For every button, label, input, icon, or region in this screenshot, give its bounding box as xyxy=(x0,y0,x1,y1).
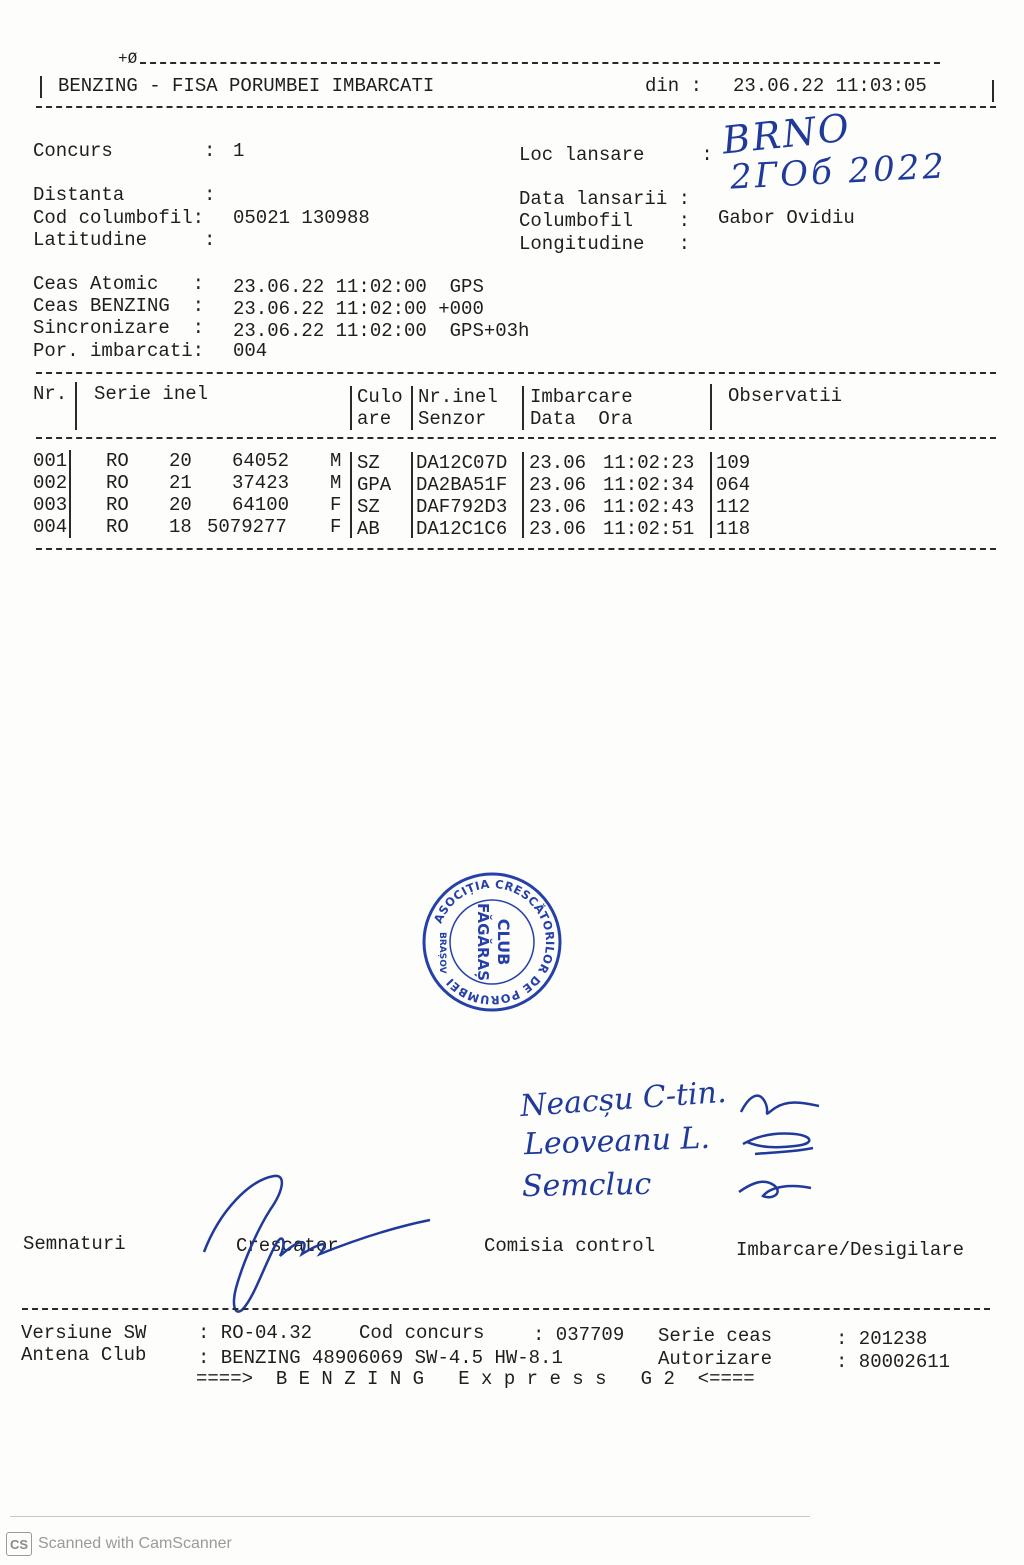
stamp-side-text: BRAȘOV xyxy=(437,932,447,974)
row-1-country: RO xyxy=(106,450,129,472)
row-3-ring: 64100 xyxy=(232,494,290,516)
cod-concurs-value: : 037709 xyxy=(533,1324,625,1346)
col-header-culoare-2: are xyxy=(357,408,392,430)
cod-columbofil-value: 05021 130988 xyxy=(233,207,370,229)
camscanner-logo-icon: CS xyxy=(6,1532,32,1556)
autorizare-label: Autorizare xyxy=(658,1348,773,1370)
row-3-sensor: DAF792D3 xyxy=(416,496,508,518)
header-top-divider xyxy=(140,62,940,64)
table-top-divider xyxy=(36,372,996,374)
row-2-sex: M xyxy=(330,472,342,494)
col-header-nr-inel-1: Nr.inel xyxy=(418,386,498,408)
row-1-time: 11:02:23 xyxy=(603,452,695,474)
porumbei-imbarcati-label: Por. imbarcati: xyxy=(33,340,205,362)
header-col-sep xyxy=(411,386,413,430)
serie-ceas-value: : 201238 xyxy=(836,1328,928,1350)
row-1-date: 23.06 xyxy=(529,452,587,474)
handwritten-release-date: 2ГОб 2022 xyxy=(729,146,949,198)
document-title: BENZING - FISA PORUMBEI IMBARCATI xyxy=(58,75,435,97)
col-header-nr: Nr. xyxy=(33,383,68,405)
row-3-sex: F xyxy=(330,494,342,516)
loc-lansare-label: Loc lansare : xyxy=(519,144,713,166)
distanta-label: Distanta : xyxy=(33,184,216,206)
row-1-obs: 109 xyxy=(716,452,751,474)
din-label: din : xyxy=(645,75,703,97)
row-3-year: 20 xyxy=(169,494,192,516)
handwritten-name-2: Leoveanu L. xyxy=(523,1120,711,1163)
columbofil-label: Columbofil : xyxy=(519,210,691,232)
table-header-divider xyxy=(36,437,996,439)
scan-edge-line xyxy=(10,1516,810,1517)
concurs-value: 1 xyxy=(233,140,245,162)
body-col-sep xyxy=(522,452,524,538)
columbofil-value: Gabor Ovidiu xyxy=(718,207,855,229)
handwritten-name-1: Neacșu C-tin. xyxy=(519,1074,728,1125)
handwritten-name-3: Semcluc xyxy=(521,1166,652,1205)
row-4-country: RO xyxy=(106,516,129,538)
row-1-ring: 64052 xyxy=(232,450,290,472)
header-col-sep xyxy=(75,382,77,430)
header-right-bar xyxy=(992,80,994,102)
comisia-control-label: Comisia control xyxy=(484,1235,656,1257)
row-4-nr: 004 xyxy=(33,516,68,538)
data-lansarii-label: Data lansarii : xyxy=(519,188,691,210)
col-header-imbarcare-1: Imbarcare xyxy=(530,386,633,408)
club-stamp-seal xyxy=(420,868,564,1016)
body-col-sep xyxy=(69,450,71,538)
row-4-date: 23.06 xyxy=(529,518,587,540)
handwritten-release-location: BRNO xyxy=(720,105,853,163)
footer-divider xyxy=(22,1308,990,1310)
header-mark: +Ø xyxy=(118,50,138,68)
ceas-benzing-label: Ceas BENZING : xyxy=(33,295,205,317)
row-1-nr: 001 xyxy=(33,450,68,472)
row-2-color: GPA xyxy=(357,474,392,496)
row-3-date: 23.06 xyxy=(529,496,587,518)
ceas-atomic-value: 23.06.22 11:02:00 GPS xyxy=(233,276,484,298)
table-bottom-divider xyxy=(36,548,996,550)
commission-initials-signatures xyxy=(735,1082,835,1212)
cod-concurs-label: Cod concurs xyxy=(359,1322,485,1344)
stamp-center-line1: CLUB xyxy=(494,918,513,966)
body-col-sep xyxy=(411,452,413,538)
antena-club-label: Antena Club xyxy=(21,1344,147,1366)
crescator-label: Crescator xyxy=(236,1235,339,1257)
row-2-ring: 37423 xyxy=(232,472,290,494)
din-value: 23.06.22 11:03:05 xyxy=(733,75,927,97)
row-2-date: 23.06 xyxy=(529,474,587,496)
header-bottom-divider xyxy=(36,106,996,108)
row-4-sensor: DA12C1C6 xyxy=(416,518,508,540)
cod-columbofil-label: Cod columbofil: xyxy=(33,207,205,229)
col-header-nr-inel-2: Senzor xyxy=(418,408,487,430)
row-3-country: RO xyxy=(106,494,129,516)
col-header-imbarcare-2: Data Ora xyxy=(530,408,633,430)
stamp-arc-text: ASOCIȚIA CRESCĂTORILOR DE PORUMBEI xyxy=(430,876,558,1008)
ceas-atomic-label: Ceas Atomic : xyxy=(33,273,205,295)
longitudine-label: Longitudine : xyxy=(519,233,691,255)
col-header-serie-inel: Serie inel xyxy=(94,383,209,405)
versiune-sw-label: Versiune SW xyxy=(21,1322,147,1344)
semnaturi-label: Semnaturi xyxy=(23,1233,126,1255)
imbarcare-desigilare-label: Imbarcare/Desigilare xyxy=(736,1239,965,1261)
row-2-nr: 002 xyxy=(33,472,68,494)
row-4-time: 11:02:51 xyxy=(603,518,695,540)
body-col-sep xyxy=(350,452,352,538)
row-3-nr: 003 xyxy=(33,494,68,516)
antena-club-value: : BENZING 48906069 SW-4.5 HW-8.1 xyxy=(198,1347,563,1369)
col-header-observatii: Observatii xyxy=(728,385,843,407)
row-4-sex: F xyxy=(330,516,342,538)
row-4-ring: 5079277 xyxy=(207,516,287,538)
row-2-sensor: DA2BA51F xyxy=(416,474,508,496)
camscanner-text: Scanned with CamScanner xyxy=(38,1535,232,1552)
row-3-color: SZ xyxy=(357,496,380,518)
row-4-color: AB xyxy=(357,518,380,540)
row-1-year: 20 xyxy=(169,450,192,472)
row-4-obs: 118 xyxy=(716,518,751,540)
stamp-center-line2: FĂGĂRAȘ xyxy=(474,902,492,982)
col-header-culoare-1: Culo xyxy=(357,386,403,408)
header-col-sep xyxy=(522,386,524,430)
row-3-time: 11:02:43 xyxy=(603,496,695,518)
concurs-label: Concurs : xyxy=(33,140,216,162)
row-2-time: 11:02:34 xyxy=(603,474,695,496)
porumbei-imbarcati-value: 004 xyxy=(233,340,268,362)
versiune-sw-value: : RO-04.32 xyxy=(198,1322,313,1344)
header-col-sep xyxy=(710,384,712,430)
ceas-benzing-value: 23.06.22 11:02:00 +000 xyxy=(233,298,484,320)
row-2-country: RO xyxy=(106,472,129,494)
latitudine-label: Latitudine : xyxy=(33,229,216,251)
row-1-sex: M xyxy=(330,450,342,472)
benzing-express-banner: ====> B E N Z I N G E x p r e s s G 2 <==== xyxy=(196,1368,755,1390)
sincronizare-value: 23.06.22 11:02:00 GPS+03h xyxy=(233,320,530,342)
row-2-obs: 064 xyxy=(716,474,751,496)
serie-ceas-label: Serie ceas xyxy=(658,1325,773,1347)
row-1-color: SZ xyxy=(357,452,380,474)
sincronizare-label: Sincronizare : xyxy=(33,317,205,339)
row-1-sensor: DA12C07D xyxy=(416,452,508,474)
crescator-signature xyxy=(190,1170,440,1320)
row-4-year: 18 xyxy=(169,516,192,538)
body-col-sep xyxy=(710,452,712,538)
camscanner-watermark xyxy=(6,1532,232,1556)
row-2-year: 21 xyxy=(169,472,192,494)
row-3-obs: 112 xyxy=(716,496,751,518)
autorizare-value: : 80002611 xyxy=(836,1351,951,1373)
header-left-bar xyxy=(40,76,42,98)
header-col-sep xyxy=(350,386,352,430)
